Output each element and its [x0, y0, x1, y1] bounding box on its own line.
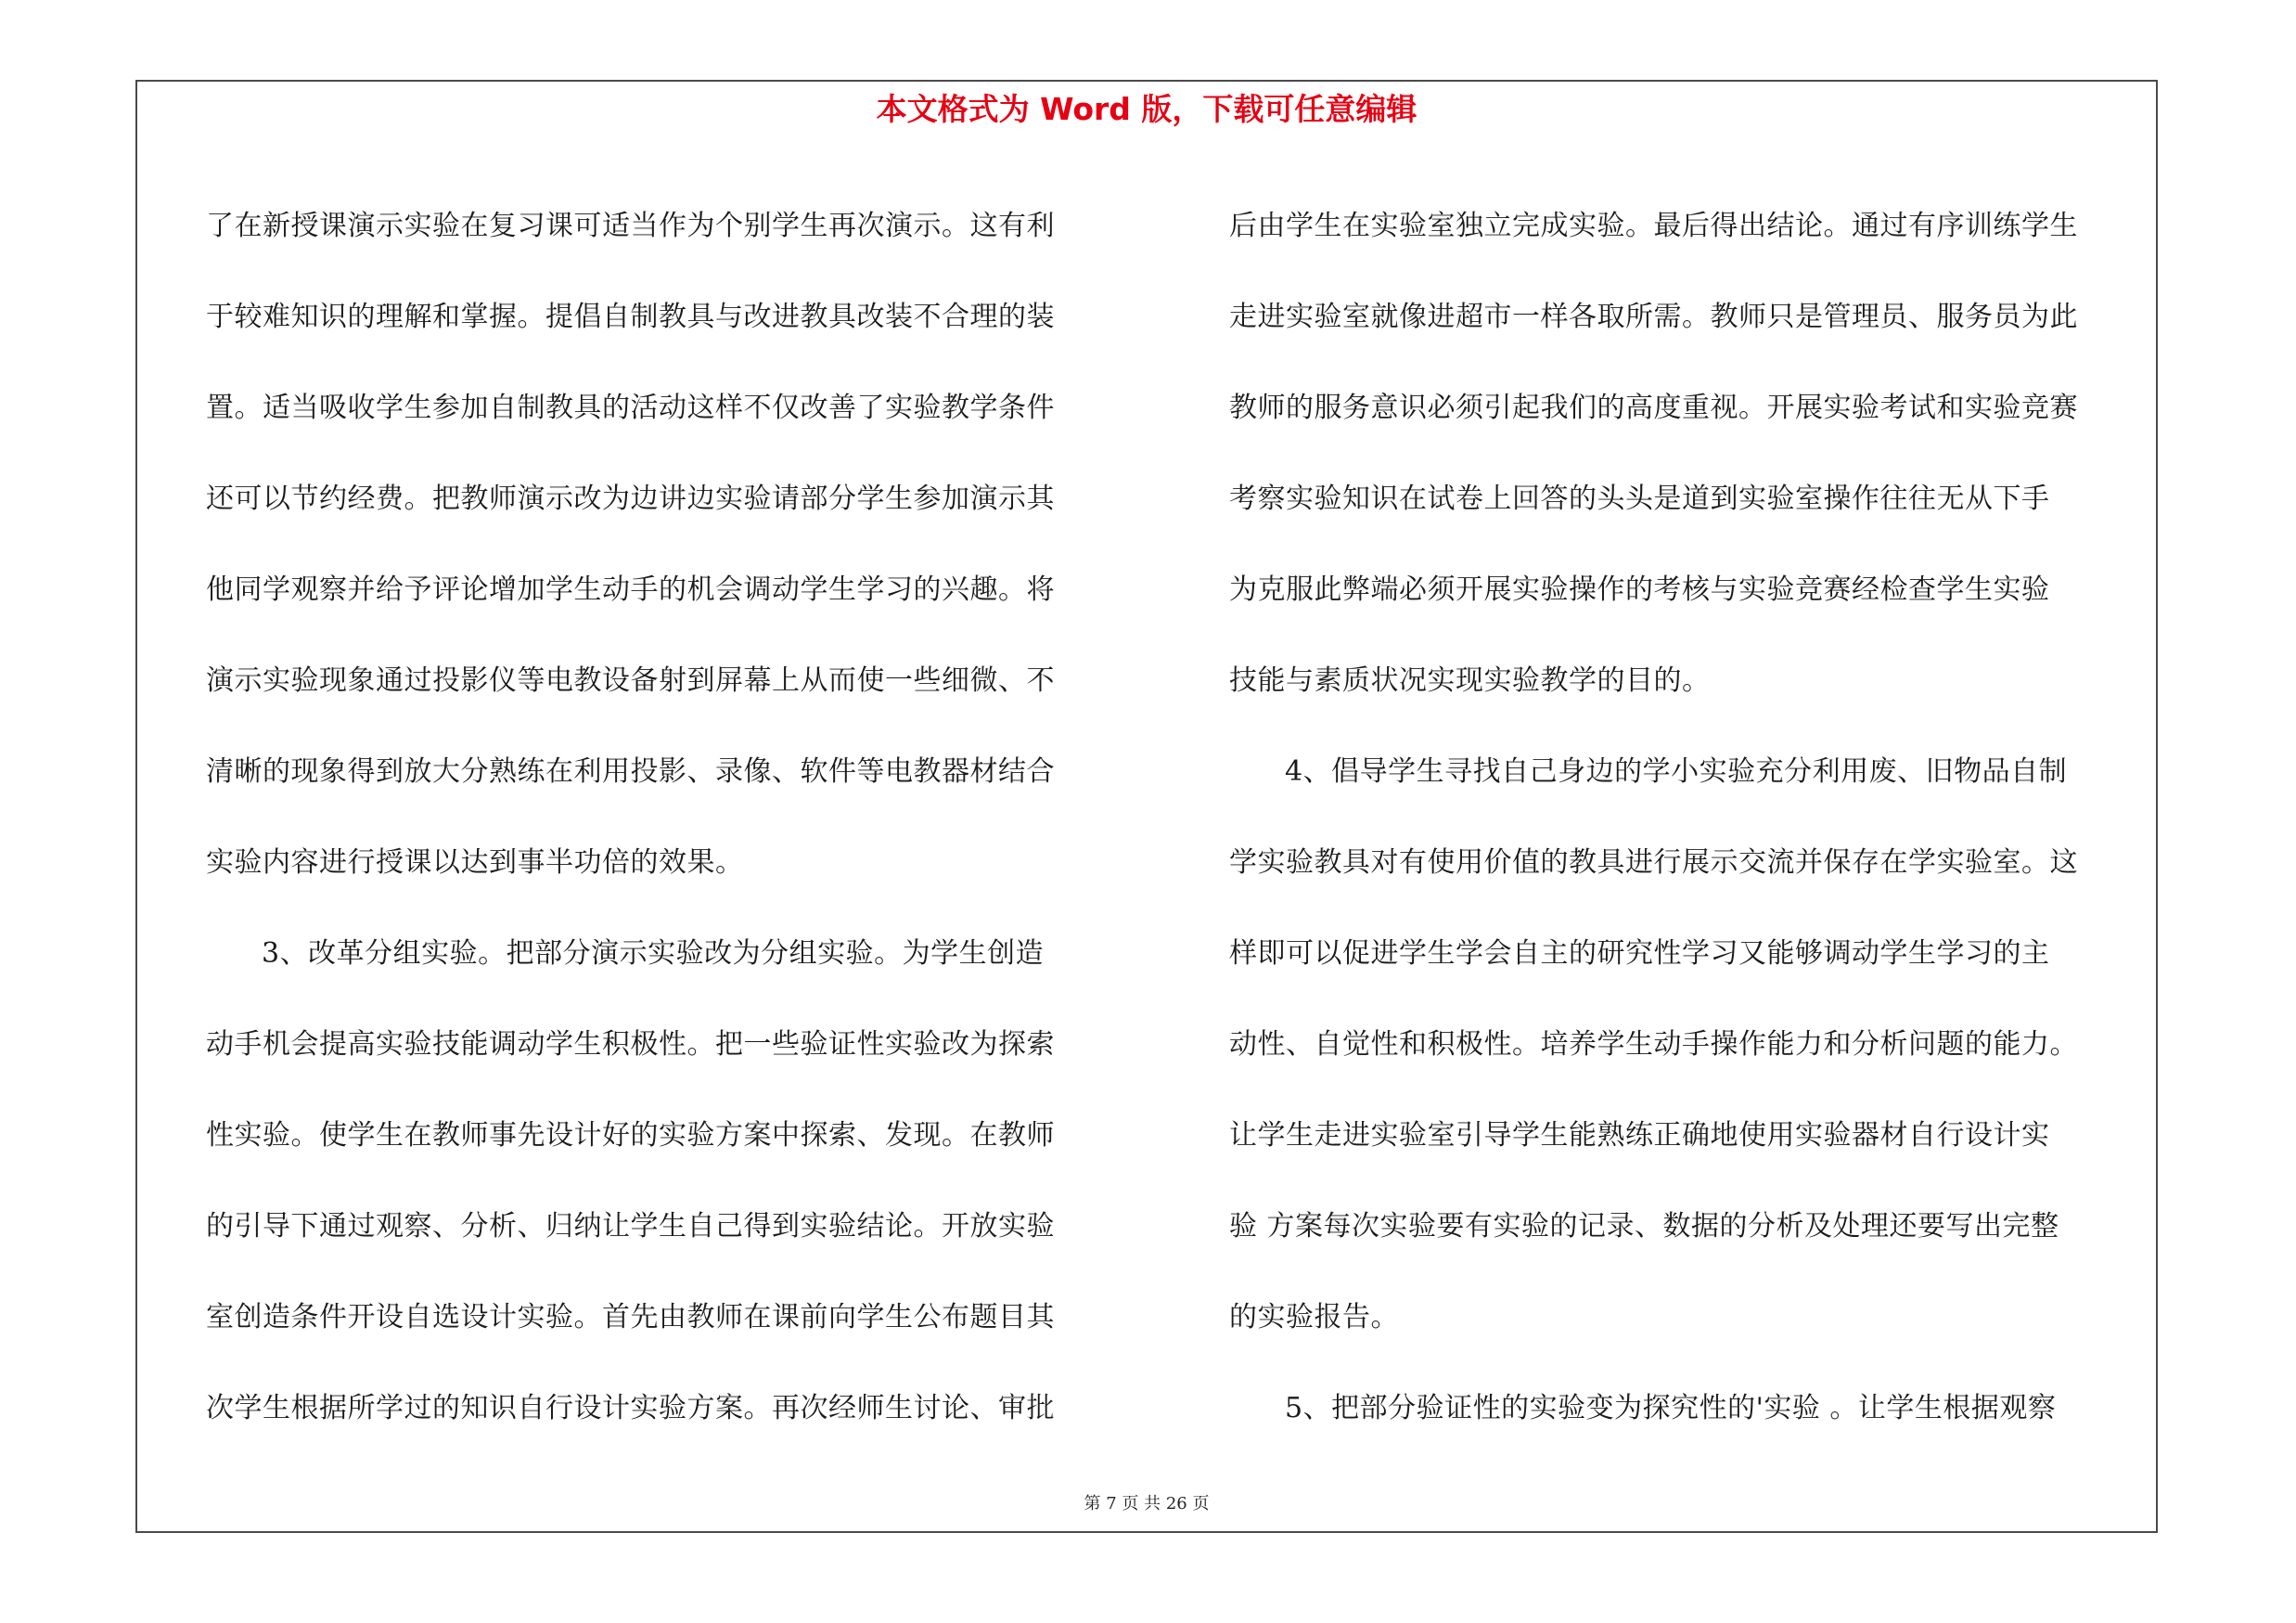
paragraph-line: 动手机会提高实验技能调动学生积极性。把一些验证性实验改为探索: [206, 1028, 1055, 1061]
paragraph-line: 的引导下通过观察、分析、归纳让学生自己得到实验结论。开放实验: [206, 1210, 1055, 1243]
paragraph-line: 走进实验室就像进超市一样各取所需。教师只是管理员、服务员为此: [1229, 301, 2078, 333]
paragraph-line: 还可以节约经费。把教师演示改为边讲边实验请部分学生参加演示其: [206, 483, 1055, 515]
paragraph-line: 动性、自觉性和积极性。培养学生动手操作能力和分析问题的能力。: [1229, 1028, 2078, 1061]
paragraph-line: 的实验报告。: [1229, 1301, 1399, 1333]
paragraph-line: 教师的服务意识必须引起我们的高度重视。开展实验考试和实验竞赛: [1229, 392, 2078, 424]
paragraph-line: 让学生走进实验室引导学生能熟练正确地使用实验器材自行设计实: [1229, 1119, 2050, 1152]
paragraph-line: 他同学观察并给予评论增加学生动手的机会调动学生学习的兴趣。将: [206, 573, 1055, 606]
paragraph-line: 性实验。使学生在教师事先设计好的实验方案中探索、发现。在教师: [206, 1119, 1055, 1152]
paragraph-line: 考察实验知识在试卷上回答的头头是道到实验室操作往往无从下手: [1229, 483, 2050, 515]
paragraph-line: 室创造条件开设自选设计实验。首先由教师在课前向学生公布题目其: [206, 1301, 1055, 1333]
paragraph-line: 学实验教具对有使用价值的教具进行展示交流并保存在学实验室。这: [1229, 846, 2078, 879]
paragraph-line-indented: 5、把部分验证性的实验变为探究性的'实验 。让学生根据观察: [1285, 1392, 2057, 1424]
left-text-column: [206, 181, 1124, 1454]
paragraph-line: 演示实验现象通过投影仪等电教设备射到屏幕上从而使一些细微、不: [206, 664, 1055, 697]
paragraph-line: 验 方案每次实验要有实验的记录、数据的分析及处理还要写出完整: [1229, 1210, 2059, 1243]
paragraph-line-indented: 3、改革分组实验。把部分演示实验改为分组实验。为学生创造: [262, 937, 1045, 970]
paragraph-line: 后由学生在实验室独立完成实验。最后得出结论。通过有序训练学生: [1229, 210, 2078, 242]
paragraph-line-indented: 4、倡导学生寻找自己身边的学小实验充分利用废、旧物品自制: [1285, 755, 2068, 788]
paragraph-line: 技能与素质状况实现实验教学的目的。: [1229, 664, 1711, 697]
paragraph-line: 实验内容进行授课以达到事半功倍的效果。: [206, 846, 744, 879]
paragraph-line: 了在新授课演示实验在复习课可适当作为个别学生再次演示。这有利: [206, 210, 1055, 242]
paragraph-line: 次学生根据所学过的知识自行设计实验方案。再次经师生讨论、审批: [206, 1392, 1055, 1424]
page-number-footer: 第 7 页 共 26 页: [1084, 1494, 1210, 1514]
paragraph-line: 为克服此弊端必须开展实验操作的考核与实验竞赛经检查学生实验: [1229, 573, 2050, 606]
paragraph-line: 清晰的现象得到放大分熟练在利用投影、录像、软件等电教器材结合: [206, 755, 1055, 788]
right-text-column: [1229, 181, 2148, 1454]
paragraph-line: 于较难知识的理解和掌握。提倡自制教具与改进教具改装不合理的装: [206, 301, 1055, 333]
paragraph-line: 置。适当吸收学生参加自制教具的活动这样不仅改善了实验教学条件: [206, 392, 1055, 424]
format-notice-banner: 本文格式为 Word 版，下载可任意编辑: [876, 91, 1417, 127]
paragraph-line: 样即可以促进学生学会自主的研究性学习又能够调动学生学习的主: [1229, 937, 2050, 970]
